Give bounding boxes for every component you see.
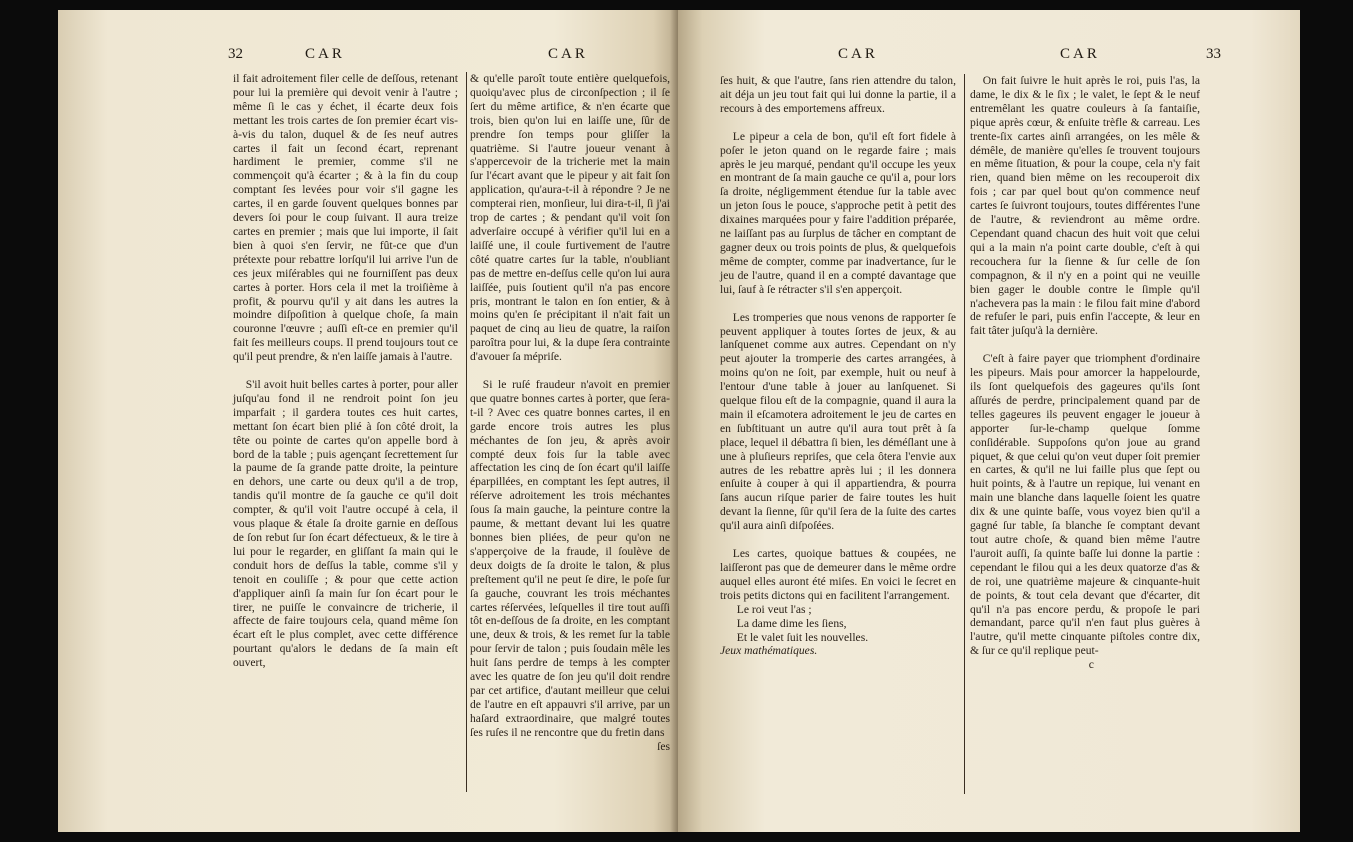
paragraph: Les tromperies que nous venons de rapporter ſe peuvent appliquer à toutes ſortes de jeux, & au lanſquenet comme aux autres. Cependant on n'y peut ajouter la tromperie des cartes arrangées, à moins qu'on ne ſoit, par exemple, huit ou neuf à l'entour d'une table à jouer au lanſquenet. Si quelque filou eſt de la compagnie, quand il aura la main il eſcamotera adroitement le jeu de cartes en en ſubſtituant un autre qu'il aura tout prêt à ſa place, lequel il débattra ſi bien, les déméſlant une à une à pluſieurs repriſes, que cela ôtera l'envie aux autres de les rebattre après lui ; il les donnera enſuite à couper à qui il appartiendra, & pourra ſans aucun riſque parier de faire toutes les huit devant la ſienne, ſûr qu'il ſera de la ſuite des cartes qu'il aura ainſi diſpoſées. [720, 310, 956, 533]
paragraph: S'il avoit huit belles cartes à porter, pour aller juſqu'au fond il ne rendroit point ſon jeu imparfait ; il gardera toutes ces huit cartes, mettant ſon écart bien plié à ſon côté droit, la tête ou pointe de cartes qu'on appelle bord à bord de la table ; puis agençant ſecrettement ſur la paume de ſa grande patte droite, la peinture en dehors, une carte ou deux qu'il a de trop, tandis qu'il montre de ſa gauche ce qu'il doit compter, & qu'il voit l'autre occupé à cela, il vous plaque & étale ſa droite garnie en deſſous de ſon rebut ſur ſon écart défectueux, & le tire à lui pour le regarder, en gliſſant ſa main qui le conduit hors de deſſus la table, comme s'il y tenoit en couliſſe ; & pour que cette action d'appliquer ainſi ſa main ſur ſon écart pour le tirer, ne puiſſe le convaincre de tricherie, il affecte de faire toujours cela, quand même ſon écart eſt le plus complet, avec cette différence pourtant qu'alors le dedans de ſa main eſt ouvert, [233, 378, 458, 670]
paragraph: & qu'elle paroît toute entière quelquefois, quoiqu'avec plus de circonſpection ; il ſe ſert du même artifice, & n'en écarte que trois, bien qu'on lui en laiſſe une, ſûr de prendre ſon temps pour gliſſer la quatrième. Si l'autre joueur venant à s'appercevoir de la tricherie met la main ſur l'écart avant que le pipeur y ait fait ſon application, qu'aura-t-il à répondre ? Je ne compterai rien, monſieur, lui dira-t-il, ſi j'ai trop de cartes ; & pendant qu'il voit ſon adverſaire occupé à vérifier qu'il lui en a laiſſé une, il coule furtivement de l'autre côté quatre cartes ſur la table, n'oubliant pas de mettre en-deſſus celle qu'on lui aura laiſſée, puis ſoutient qu'il n'a pas encore pris, montrant le talon en ſon entier, & à moins qu'en ſe précipitant il n'ait fait un paquet de cinq au lieu de quatre, la raiſon paroîtra pour lui, & la dupe ſera contrainte d'avouer ſa mépriſe. [470, 72, 670, 364]
running-header: CAR [305, 46, 345, 62]
paragraph: C'eſt à faire payer que triomphent d'ordinaire les pipeurs. Mais pour amorcer la happelourde, ils ſont quelquefois des gageures qu'ils ſont aſſurés de perdre, principalement quand par de telles gageures ils peuvent engager le joueur à apporter ſur-le-champ quelque ſomme conſidérable. Suppoſons qu'on joue au grand piquet, & que celui qu'on veut duper ſoit premier en cartes, & qu'il ne lui faille plus que ſept ou huit points, & à l'autre un repique, lui venant en main une blanche dans laquelle ſoient les quatre dix & une quinte baſſe, vous voyez bien qu'il a gagné ſur table, ſa blanche ſe comptant devant tout autre choſe, & quand bien même l'autre l'auroit auſſi, ſa quinte baſſe lui donne la partie : cependant le filou qui a les deux quatorze d'as & de roi, une quatrième majeure & cinquante-huit de points, & tout cela devant que d'écarter, dit qu'il n'a pas encore perdu, & propoſe le pari demandant, parce qu'il n'en faut plus guères à l'autre, qu'il mette cinquante piſtoles contre dix, & ſur ce qu'il replique peut- [970, 352, 1200, 658]
text-column-left [720, 74, 956, 658]
signature-mark: c [1088, 658, 1094, 672]
paragraph: Les cartes, quoique battues & coupées, ne laiſſeront pas que de demeurer dans le même ordre auquel elles auront été miſes. En voici le ſecret en trois petits dictons qui en facilitent l'arrangement. [720, 547, 956, 602]
left-page [58, 10, 678, 832]
paragraph: On fait ſuivre le huit après le roi, puis l'as, la dame, le dix & le ſix ; le valet, le ſept & le neuf entremêlant les quatre couleurs à ſa fantaiſie, pique après cœur, & enſuite trèfle & carreau. Les trente-ſix cartes ainſi arrangées, on les mêle & démêle, de manière qu'elles ſe trouvent toujours en même ſituation, & pour la coupe, cela n'y fait rien, quand bien même on les recouperoit dix fois ; car par quel bout qu'on commence neuf cartes ſe ſuivront toujours, toutes différentes l'une de l'autre, & reviendront au même ordre. Cependant quand chacun des huit voit que celui qui a la main n'a point carte double, c'eſt à qui recouchera ſur la ſienne & ſur celle de ſon compagnon, & il n'y en a point qui ne veuille bien gager le double contre le ſimple qu'il n'achevera pas la main : le filou fait mine d'abord de refuſer le pari, puis enfin l'accepte, & leur en fait tâter juſqu'à la dernière. [970, 74, 1200, 338]
verse-line: Le roi veut l'as ; [736, 602, 812, 616]
column-rule [964, 74, 965, 794]
text-column-left [233, 72, 458, 670]
catchword: ſes [657, 739, 670, 753]
page-number: 33 [1206, 46, 1221, 62]
paragraph: il fait adroitement filer celle de deſſous, retenant pour lui la première qui devoit venir à l'autre ; même ſi le cas y échet, il écarte deux fois mettant les trois cartes de ſon premier écart vis-à-vis du talon, duquel & de ſes neuf autres cartes il fait un ſecond écart, reprenant hardiment le premier, comme s'il ne commençoit qu'à écarter ; & à la fin du coup comptant ſes levées pour voir s'il gagne les cartes, il en garde ſouvent quelques bonnes par devers ſoi pour le coup ſuivant. Il aura treize cartes en premier ; mais que lui importe, il ſait bien à quoi s'en ſervir, ne fût-ce que d'un prétexte pour rebattre lorſqu'il lui arrive l'un de ces jeux miſérables qui ne fourniſſent pas deux cartes à porter. Hors cela il met la troiſième à profit, & pourvu qu'il y ait dans les autres la moindre diſpoſition à quelque choſe, ſa main couronne l'œuvre ; auſſi eſt-ce en premier qu'il fait ſes meilleurs coups. Il prend toujours tout ce qu'il peut prendre, & n'en laiſſe jamais à l'autre. [233, 72, 458, 364]
running-header: CAR [1060, 46, 1100, 62]
right-page [678, 10, 1300, 832]
running-header: CAR [838, 46, 878, 62]
open-book [58, 10, 1300, 832]
column-rule [466, 72, 467, 792]
paragraph: Le pipeur a cela de bon, qu'il eſt fort fidele à poſer le jeton quand on le regarde faire ; mais après le jeu marqué, pendant qu'il occupe les yeux en montrant de ſa main gauche ce qu'il a, pour lors ſa droite, négligemment étendue ſur la table avec un jeton ſous le pouce, s'approche petit à petit des dixaines marquées pour y faire l'addition préparée, ne laiſſant pas au ſurplus de tâcher en comptant de gagner deux ou trois points de plus, & quelquefois même de compter, comme par inadvertance, ſur le jeu de l'autre, quand il en a compté davantage que lui, ſauf à ſe rétracter s'il s'en apperçoit. [720, 129, 956, 296]
running-header: CAR [548, 46, 588, 62]
verse-line: Et le valet ſuit les nouvelles. [736, 630, 869, 644]
text-column-right [470, 72, 670, 754]
paragraph: ſes huit, & que l'autre, ſans rien attendre du talon, ait déja un jeu tout fait qui lui donne la partie, il a recours à des emportemens affreux. [720, 74, 956, 115]
paragraph: Si le ruſé fraudeur n'avoit en premier que quatre bonnes cartes à porter, que ſera-t-il ? Avec ces quatre bonnes cartes, il en garde encore trois autres les plus méchantes de ſon jeu, & après avoir compté deux fois ſur la table avec affectation les cinq de ſon écart qu'il laiſſe éparpillées, en comptant les ſept autres, il réſerve adroitement les trois méchantes ſous ſa main gauche, la peinture contre la paume, & mettant devant lui les quatre bonnes bien pliées, de peur qu'on ne s'apperçoive de la fraude, il ſoulève de deux doigts de ſa droite le talon, & plus preſtement qu'il ne peut ſe dire, le poſe ſur ſa gauche, couvrant les trois méchantes cartes réſervées, leſquelles il tire tout auſſi tôt en-deſſous de ſa droite, en les comptant une, deux & trois, & les remet ſur la table pour ſervir de talon ; puis ſoudain mêle les huit ſans perdre de temps à les compter avec les quatre de ſon jeu qu'il doit rendre par cet artifice, d'autant meilleur que celui de l'autre en eſt appauvri s'il arrive, par un haſard extraordinaire, que malgré toutes ſes ruſes il ne rencontre que du fretin dans [470, 378, 670, 739]
page-number: 32 [228, 46, 243, 62]
text-column-right [970, 74, 1200, 672]
running-foot: Jeux mathématiques. [720, 644, 818, 658]
verse-line: La dame dime les ſiens, [736, 616, 847, 630]
